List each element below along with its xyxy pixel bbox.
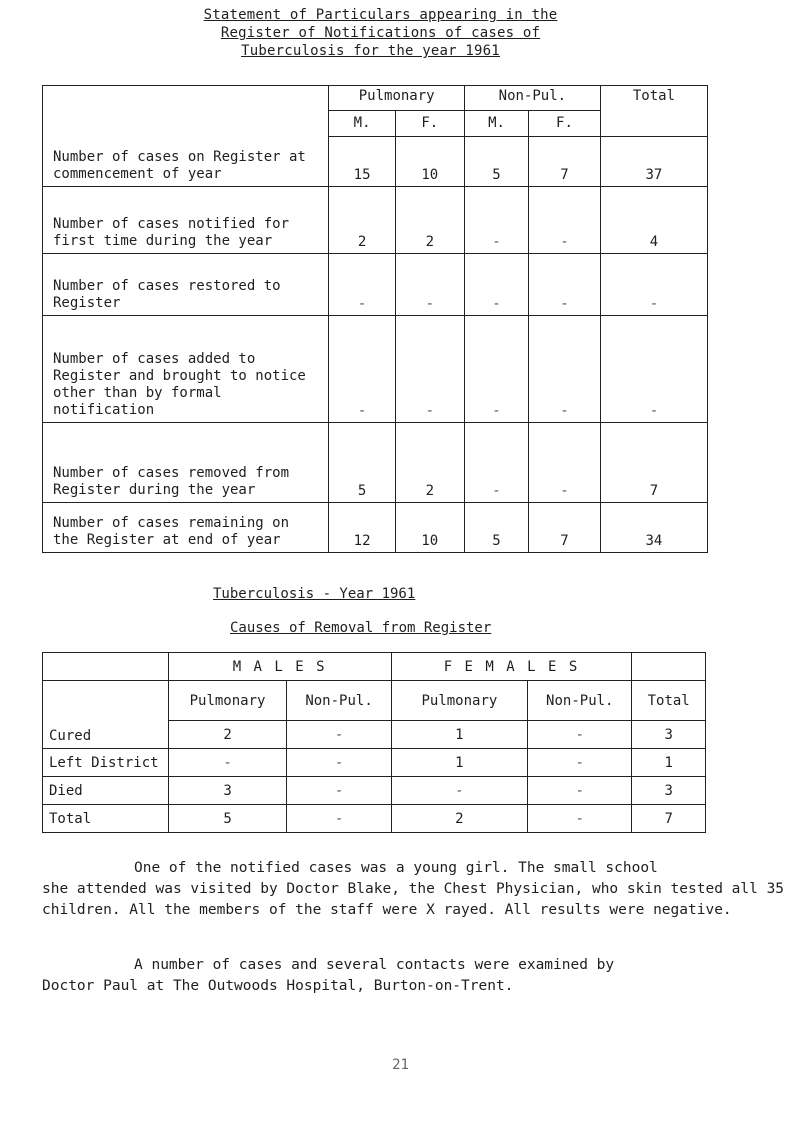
table-cell: 10 [395,503,464,553]
table-cell: - [528,721,632,749]
removal-causes-table [42,652,706,833]
table-cell: - [464,187,528,254]
table-cell: - [395,316,464,423]
blank-header-cell [632,653,706,681]
table-cell: 1 [391,721,528,749]
table-cell: 15 [329,137,395,187]
table-cell: 3 [632,721,706,749]
table-cell: - [391,777,528,805]
table-cell: - [600,254,707,316]
table-cell: - [600,316,707,423]
paragraph-contacts [42,955,792,997]
paragraph-school-visit [42,858,792,921]
table-cell: - [329,254,395,316]
page-number: 21 [392,1057,409,1073]
table-cell: - [464,316,528,423]
table-cell: 7 [632,805,706,833]
table-cell: - [529,187,601,254]
paragraph-body: Doctor Paul at The Outwoods Hospital, Burton-on-Trent. [42,978,514,994]
table-cell: 1 [391,749,528,777]
document-heading [0,6,801,60]
section-title: Tuberculosis - Year 1961 [213,586,416,602]
row-label: Number of cases removed from Register during the year [43,423,329,503]
header-total: Total [600,86,707,137]
row-label: Number of cases remaining on the Register at end of year [43,503,329,553]
header-females: F E M A L E S [391,653,632,681]
table-cell: - [329,316,395,423]
subheader: Total [632,681,706,721]
table-cell: - [529,254,601,316]
subheader: Non-Pul. [287,681,391,721]
table-cell: - [287,721,391,749]
table-cell: 7 [529,137,601,187]
heading-line-1: Statement of Particulars appearing in the [203,7,558,23]
subheader-female: F. [395,111,464,137]
row-label: Total [43,805,169,833]
paragraph-first-line: A number of cases and several contacts were examined by [134,957,615,973]
table-cell: 37 [600,137,707,187]
table-cell: - [287,749,391,777]
table-cell: 2 [391,805,528,833]
table-cell: 1 [632,749,706,777]
paragraph-body: she attended was visited by Doctor Blake, the Chest Physician, who skin tested all 35 children. All the members of the staff were X rayed. All results were negative. [42,881,785,918]
table-cell: - [287,777,391,805]
row-label: Left District [43,749,169,777]
subheader: Pulmonary [168,681,287,721]
row-label: Number of cases on Register at commencement of year [43,86,329,187]
header-pulmonary: Pulmonary [329,86,464,111]
header-non-pulmonary: Non-Pul. [464,86,600,111]
table-cell: 5 [168,805,287,833]
table-cell: - [529,423,601,503]
table-cell: - [529,316,601,423]
subheader-female: F. [529,111,601,137]
notifications-table [42,85,708,553]
table-cell: 4 [600,187,707,254]
table-cell: 12 [329,503,395,553]
table-cell: - [528,749,632,777]
subheader-male: M. [329,111,395,137]
table-cell: 2 [395,187,464,254]
subheader: Non-Pul. [528,681,632,721]
table-cell: - [464,423,528,503]
row-label: Cured [43,681,169,749]
table-cell: - [395,254,464,316]
paragraph-first-line: One of the notified cases was a young girl. The small school [134,860,658,876]
table-cell: 2 [168,721,287,749]
table-cell: 5 [464,137,528,187]
table-cell: 3 [632,777,706,805]
row-label: Died [43,777,169,805]
table-cell: 5 [464,503,528,553]
table-cell: 2 [329,187,395,254]
table-cell: 7 [529,503,601,553]
table-cell: - [287,805,391,833]
blank-header-cell [43,653,169,681]
table-cell: 2 [395,423,464,503]
table-cell: - [528,805,632,833]
subheader-male: M. [464,111,528,137]
header-males: M A L E S [168,653,391,681]
table-cell: 10 [395,137,464,187]
table-cell: 34 [600,503,707,553]
table-cell: - [464,254,528,316]
row-label: Number of cases added to Register and brought to notice other than by formal notification [43,316,329,423]
row-label: Number of cases notified for first time during the year [43,187,329,254]
section-subtitle: Causes of Removal from Register [230,620,492,636]
heading-line-2: Register of Notifications of cases of [220,25,541,41]
row-label: Number of cases restored to Register [43,254,329,316]
subheader: Pulmonary [391,681,528,721]
table-cell: - [528,777,632,805]
table-cell: 5 [329,423,395,503]
table-cell: 3 [168,777,287,805]
heading-line-3: Tuberculosis for the year 1961 [241,43,500,59]
table-cell: 7 [600,423,707,503]
table-cell: - [168,749,287,777]
